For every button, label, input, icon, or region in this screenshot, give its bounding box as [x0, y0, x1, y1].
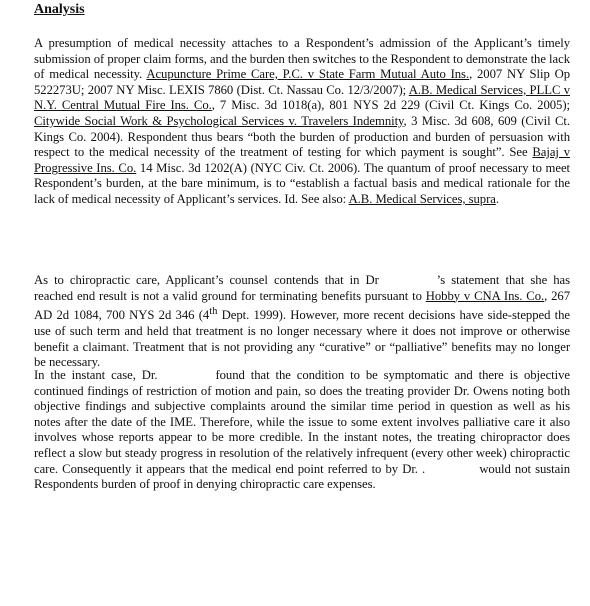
superscript: th — [209, 306, 218, 318]
text: In the instant case, Dr. — [34, 368, 158, 382]
text: A presumption of medical necessity attaches to a Respondent’s admission of the Applicant’s timely submission of proper claim forms, and the burden then switches to the Respondent to demonstrate the lack of medical necessity. — [34, 36, 570, 82]
text: . — [495, 191, 499, 206]
case-citation: Bajaj v Progressive Ins. Co. — [34, 145, 570, 175]
text: , 267 AD 2d 1084, 700 NYS 2d 346 (4 — [34, 288, 570, 323]
text: As to chiropractic care, Applicant’s counsel contends that in Dr — [34, 273, 379, 287]
text: Dept. 1999). However, more recent decisions have side-stepped the use of such term and held that treatment is no longer necessary where it does not improve or otherwise benefit a claimant. Treatment that is not providing any “curative” or “palliative” benefits may no longer be necessary. — [34, 308, 571, 370]
case-citation: A.B. Medical Services, PLLC v N.Y. Central Mutual Fire Ins. Co. — [34, 82, 571, 113]
paragraph-instant-case — [34, 368, 570, 493]
case-citation: A.B. Medical Services, supra — [348, 191, 496, 206]
text: would not sustain Respondents burden of proof in denying chiropractic care expenses. — [34, 461, 570, 492]
text: , 2007 NY Slip Op 522273U; 2007 NY Misc. LEXIS 7860 (Dist. Ct. Nassau Co. 12/3/2007); — [34, 67, 571, 97]
paragraph-presumption — [34, 36, 570, 208]
section-heading: Analysis — [34, 2, 85, 17]
text: 14 Misc. 3d 1202(A) (NYC Civ. Ct. 2006). The quantum of proof necessary to meet Respondent’s burden, at the bare minimum, is to “establish a factual basis and medical rationale for the lack of medical necessity of Applicant’s services. Id. See also: — [34, 160, 571, 206]
text: found that the condition to be symptomatic and there is objective continued findings of restriction of motion and pain, so does the treating provider Dr. Owens noting both objective findings and subjective complaints around the similar time period in question as well as his notes after the date of the IME. Therefore, while the issue to some extent involves palliative care it also involves whose reports appear to be more credible. In the instant notes, the treating chiropractor does reflect a slow but steady progress in resolution of the relatively infrequent (every other week) chiropractic care. Consequently it appears that the medical end point referred to by Dr. . — [34, 368, 571, 476]
text: ’s statement that she has reached end result is not a valid ground for terminating benefits pursuant to — [34, 273, 570, 303]
text: , 7 Misc. 3d 1018(a), 801 NYS 2d 229 (Civil Ct. Kings Co. 2005); — [211, 98, 570, 113]
case-citation: Citywide Social Work & Psychological Services v. Travelers Indemnity — [34, 113, 404, 128]
text: , 3 Misc. 3d 608, 609 (Civil Ct. Kings Co. 2004). Respondent thus bears “both the burden of production and burden of persuasion with respect to the medical necessity of the treatment of testing for which payment is sought”. See — [34, 113, 570, 160]
case-citation: Hobby v CNA Ins. Co. — [425, 288, 545, 303]
case-citation: Acupuncture Prime Care, P.C. v State Farm Mutual Auto Ins. — [146, 67, 470, 82]
paragraph-chiropractic — [34, 273, 570, 371]
